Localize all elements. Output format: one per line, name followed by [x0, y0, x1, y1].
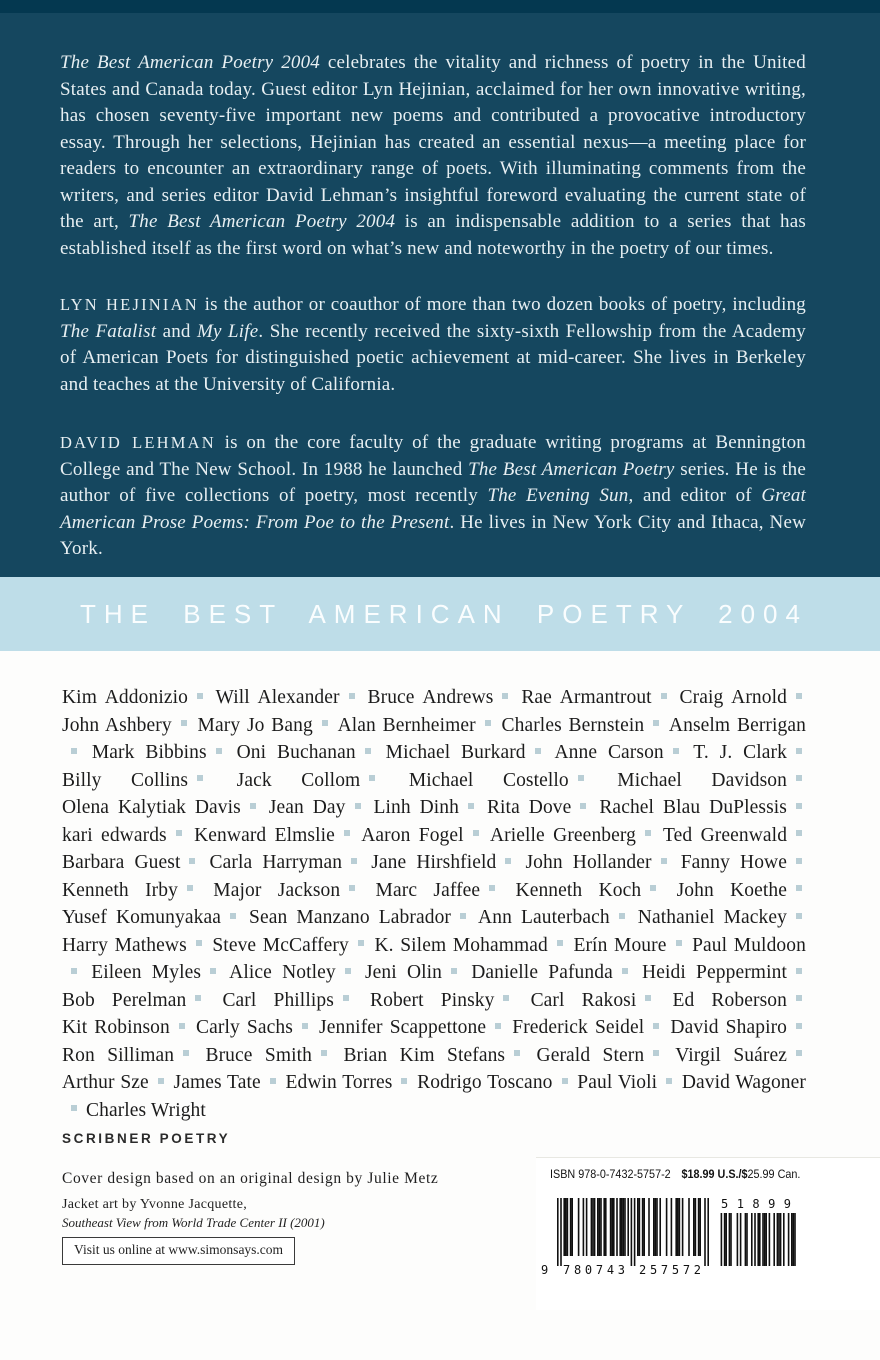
price-can: 25.99 Can. — [747, 1167, 801, 1181]
square-separator-icon — [345, 968, 351, 974]
website-text: Visit us online at www.simonsays.com — [74, 1242, 284, 1257]
square-separator-icon — [187, 885, 193, 891]
square-separator-icon — [321, 1050, 327, 1056]
poet-name: Arielle Greenberg — [489, 824, 636, 846]
square-separator-icon — [460, 913, 466, 919]
poet-name: Sean Manzano Labrador — [249, 907, 452, 928]
square-separator-icon — [349, 693, 355, 699]
poet-name: Jeni Olin — [364, 962, 443, 983]
poet-name: Rachel Blau DuPlessis — [599, 797, 787, 818]
square-separator-icon — [179, 1023, 185, 1029]
square-separator-icon — [676, 940, 682, 946]
poet-name: Nathaniel Mackey — [637, 907, 787, 928]
poet-name: Virgil Suárez — [675, 1044, 787, 1066]
square-separator-icon — [197, 693, 203, 699]
square-separator-icon — [489, 885, 495, 891]
square-separator-icon — [195, 995, 201, 1001]
square-separator-icon — [358, 940, 364, 946]
poet-name: Edwin Torres — [285, 1072, 393, 1093]
square-separator-icon — [216, 748, 222, 754]
square-separator-icon — [796, 748, 802, 754]
jacket-art-title: Southeast View from World Trade Center II (2001) — [62, 1215, 325, 1230]
square-separator-icon — [176, 830, 182, 836]
website-box — [62, 1237, 295, 1265]
square-separator-icon — [250, 803, 256, 809]
poet-name: Kenward Elmslie — [194, 824, 335, 846]
square-separator-icon — [619, 913, 625, 919]
square-separator-icon — [796, 858, 802, 864]
square-separator-icon — [622, 968, 628, 974]
square-separator-icon — [495, 1023, 501, 1029]
poet-name: Jane Hirshfield — [371, 852, 497, 873]
square-separator-icon — [580, 803, 586, 809]
poet-name: Craig Arnold — [679, 687, 787, 708]
book-blurb: The Best American Poetry 2004 celebrates the vitality and richness of poetry in the United States and Canada today. Guest editor Lyn Hejinian, acclaimed for her own innovative writing, has chosen seventy-five important new poems and contributed a provocative introductory essay. Through her selections, Hejinian has created an essential nexus—a meeting place for readers to encounter an extraordinary range of poets. With illuminating comments from the writers, and series editor David Lehman’s insightful foreword evaluating the current state of the art, The Best American Poetry 2004 is an indispensable addition to a series that has established itself as the first word on what’s new and noteworthy in the poetry of our times. — [60, 52, 806, 259]
poets-list — [62, 684, 806, 1124]
poet-name: K. Silem Mohammad — [374, 934, 548, 956]
square-separator-icon — [71, 748, 77, 754]
poet-name: Danielle Pafunda — [471, 962, 613, 983]
poet-name: T. J. Clark — [693, 742, 788, 763]
poet-name: Ann Lauterbach — [478, 907, 610, 928]
author-name-lehman: DAVID LEHMAN — [60, 433, 216, 452]
square-separator-icon — [796, 803, 802, 809]
supplement-digits: 51899 — [721, 1198, 791, 1211]
square-separator-icon — [197, 775, 203, 781]
poet-name: Gerald Stern — [536, 1044, 645, 1066]
poet-name: Erín Moure — [573, 934, 667, 956]
square-separator-icon — [578, 775, 584, 781]
supplement-barcode — [718, 1198, 796, 1276]
square-separator-icon — [796, 913, 802, 919]
poet-name: Mark Bibbins — [91, 742, 207, 763]
square-separator-icon — [322, 720, 328, 726]
series-title: THE BEST AMERICAN POETRY 2004 — [80, 598, 808, 629]
poet-name: Major Jackson — [213, 879, 341, 901]
poet-name: Billy Collins — [62, 769, 189, 791]
poet-name: Paul Violi — [577, 1072, 658, 1093]
poet-name: Charles Bernstein — [501, 714, 645, 736]
square-separator-icon — [645, 995, 651, 1001]
square-separator-icon — [796, 693, 802, 699]
square-separator-icon — [349, 885, 355, 891]
poet-name: Michael Burkard — [385, 742, 526, 763]
square-separator-icon — [181, 720, 187, 726]
poet-name: Fanny Howe — [680, 852, 787, 873]
jacket-art-credit: Jacket art by Yvonne Jacquette, — [62, 1197, 248, 1212]
poet-name: Jack Collom — [236, 769, 361, 791]
cover-design-credit: Cover design based on an original design by Julie Metz — [62, 1170, 439, 1187]
square-separator-icon — [71, 968, 77, 974]
poet-name: Michael Costello — [408, 769, 569, 791]
square-separator-icon — [451, 968, 457, 974]
square-separator-icon — [650, 885, 656, 891]
poet-name: Bob Perelman — [62, 989, 187, 1011]
square-separator-icon — [562, 1078, 568, 1084]
poet-name: kari edwards — [62, 824, 167, 846]
square-separator-icon — [196, 940, 202, 946]
ean-group2-digits: 257572 — [639, 1263, 701, 1276]
poet-name: David Wagoner — [681, 1072, 806, 1093]
isbn-number: ISBN 978-0-7432-5757-2 — [550, 1167, 671, 1181]
square-separator-icon — [485, 720, 491, 726]
poet-name: Ron Silliman — [62, 1044, 175, 1066]
square-separator-icon — [210, 968, 216, 974]
square-separator-icon — [344, 830, 350, 836]
bio-hejinian — [60, 292, 806, 398]
poet-name: Heidi Peppermint — [642, 962, 787, 983]
poet-name: Aaron Fogel — [361, 824, 464, 846]
poet-name: Paul Muldoon — [692, 934, 806, 956]
square-separator-icon — [796, 968, 802, 974]
square-separator-icon — [183, 1050, 189, 1056]
square-separator-icon — [796, 1050, 802, 1056]
square-separator-icon — [189, 858, 195, 864]
poet-name: Eileen Myles — [91, 962, 202, 983]
poet-name: Kit Robinson — [62, 1017, 170, 1038]
bio-lehman — [60, 430, 806, 563]
square-separator-icon — [502, 693, 508, 699]
square-separator-icon — [270, 1078, 276, 1084]
poet-name: Carl Phillips — [222, 989, 334, 1011]
poet-name: Yusef Komunyakaa — [62, 907, 221, 928]
poet-name: Michael Davidson — [617, 769, 787, 791]
poet-name: Rae Armantrout — [521, 687, 652, 708]
imprint-label: SCRIBNER POETRY — [62, 1131, 231, 1146]
square-separator-icon — [645, 830, 651, 836]
square-separator-icon — [230, 913, 236, 919]
square-separator-icon — [653, 1050, 659, 1056]
ean13-bars — [557, 1198, 709, 1266]
poet-name: Barbara Guest — [62, 852, 181, 873]
poet-name: Carla Harryman — [209, 852, 343, 873]
poet-name: John Ashbery — [62, 714, 172, 736]
barcode-area — [536, 1157, 880, 1310]
square-separator-icon — [796, 1023, 802, 1029]
poet-name: John Koethe — [676, 879, 788, 901]
square-separator-icon — [653, 720, 659, 726]
poet-name: Kim Addonizio — [62, 687, 188, 708]
ean-group1-digits: 780743 — [563, 1263, 625, 1276]
poet-name: Frederick Seidel — [512, 1017, 645, 1038]
poet-name: Bruce Andrews — [367, 687, 494, 708]
poet-name: Carly Sachs — [196, 1017, 293, 1038]
poet-name: Jean Day — [268, 797, 346, 818]
square-separator-icon — [302, 1023, 308, 1029]
poet-name: Bruce Smith — [205, 1044, 313, 1066]
poet-name: Linh Dinh — [373, 797, 460, 818]
poet-name: Brian Kim Stefans — [343, 1044, 506, 1066]
square-separator-icon — [661, 693, 667, 699]
poet-name: Ed Roberson — [672, 989, 787, 1011]
square-separator-icon — [796, 885, 802, 891]
title-band — [0, 577, 880, 651]
square-separator-icon — [401, 1078, 407, 1084]
poet-name: Oni Buchanan — [236, 742, 356, 763]
square-separator-icon — [158, 1078, 164, 1084]
square-separator-icon — [653, 1023, 659, 1029]
bio-lehman-text: is on the core faculty of the graduate writing programs at Bennington College and The New School. In 1988 he launched The Best American Poetry series. He is the author of five collections of poetry, most recently The Evening Sun, and editor of Great American Prose Poems: From Poe to the Present. He lives in New York City and Ithaca, New York. — [60, 432, 807, 559]
poet-name: Marc Jaffee — [375, 879, 481, 901]
price-us: $18.99 U.S./$ — [681, 1167, 748, 1181]
square-separator-icon — [535, 748, 541, 754]
poet-name: Anne Carson — [554, 742, 664, 763]
square-separator-icon — [355, 803, 361, 809]
ean13-barcode — [536, 1198, 712, 1276]
poet-name: Olena Kalytiak Davis — [62, 797, 241, 818]
poet-name: Robert Pinsky — [370, 989, 495, 1011]
poet-name: Arthur Sze — [62, 1072, 149, 1093]
square-separator-icon — [514, 1050, 520, 1056]
square-separator-icon — [503, 995, 509, 1001]
poet-name: Charles Wright — [85, 1099, 206, 1121]
isbn-price-line — [550, 1167, 800, 1181]
top-edge-band — [0, 0, 880, 13]
poet-name: Mary Jo Bang — [197, 714, 313, 736]
poet-name: Alice Notley — [229, 962, 336, 983]
poet-name: Kenneth Irby — [62, 879, 178, 901]
poet-name: Steve McCaffery — [212, 934, 349, 956]
poet-name: John Hollander — [525, 852, 652, 873]
square-separator-icon — [351, 858, 357, 864]
poet-name: Jennifer Scappettone — [319, 1017, 487, 1038]
ean-left-digit: 9 — [541, 1263, 549, 1276]
poet-name: Alan Bernheimer — [337, 714, 476, 736]
square-separator-icon — [796, 995, 802, 1001]
square-separator-icon — [365, 748, 371, 754]
square-separator-icon — [796, 775, 802, 781]
poet-name: David Shapiro — [670, 1017, 788, 1038]
square-separator-icon — [666, 1078, 672, 1084]
poet-name: Anselm Berrigan — [668, 714, 806, 736]
square-separator-icon — [71, 1105, 77, 1111]
poet-name: Rodrigo Toscano — [417, 1072, 553, 1093]
bio-hejinian-text: is the author or coauthor of more than two dozen books of poetry, including The Fatalist and My Life. She recently received the sixty-sixth Fellowship from the Academy of American Poets for distinguished poetic achievement at mid-career. She lives in Berkeley and teaches at the University of California. — [60, 294, 807, 395]
square-separator-icon — [468, 803, 474, 809]
poet-name: Kenneth Koch — [515, 879, 642, 901]
author-name-hejinian: LYN HEJINIAN — [60, 295, 199, 314]
square-separator-icon — [661, 858, 667, 864]
square-separator-icon — [796, 830, 802, 836]
poet-name: Ted Greenwald — [663, 824, 788, 846]
square-separator-icon — [369, 775, 375, 781]
poet-name: James Tate — [173, 1072, 261, 1093]
square-separator-icon — [473, 830, 479, 836]
square-separator-icon — [557, 940, 563, 946]
square-separator-icon — [673, 748, 679, 754]
supplement-bars — [721, 1213, 796, 1266]
blurb-section — [0, 0, 880, 577]
poet-name: Rita Dove — [486, 797, 572, 818]
poet-name: Harry Mathews — [62, 934, 187, 956]
poet-name: Carl Rakosi — [530, 989, 637, 1011]
poet-name: Will Alexander — [215, 687, 340, 708]
square-separator-icon — [505, 858, 511, 864]
square-separator-icon — [343, 995, 349, 1001]
